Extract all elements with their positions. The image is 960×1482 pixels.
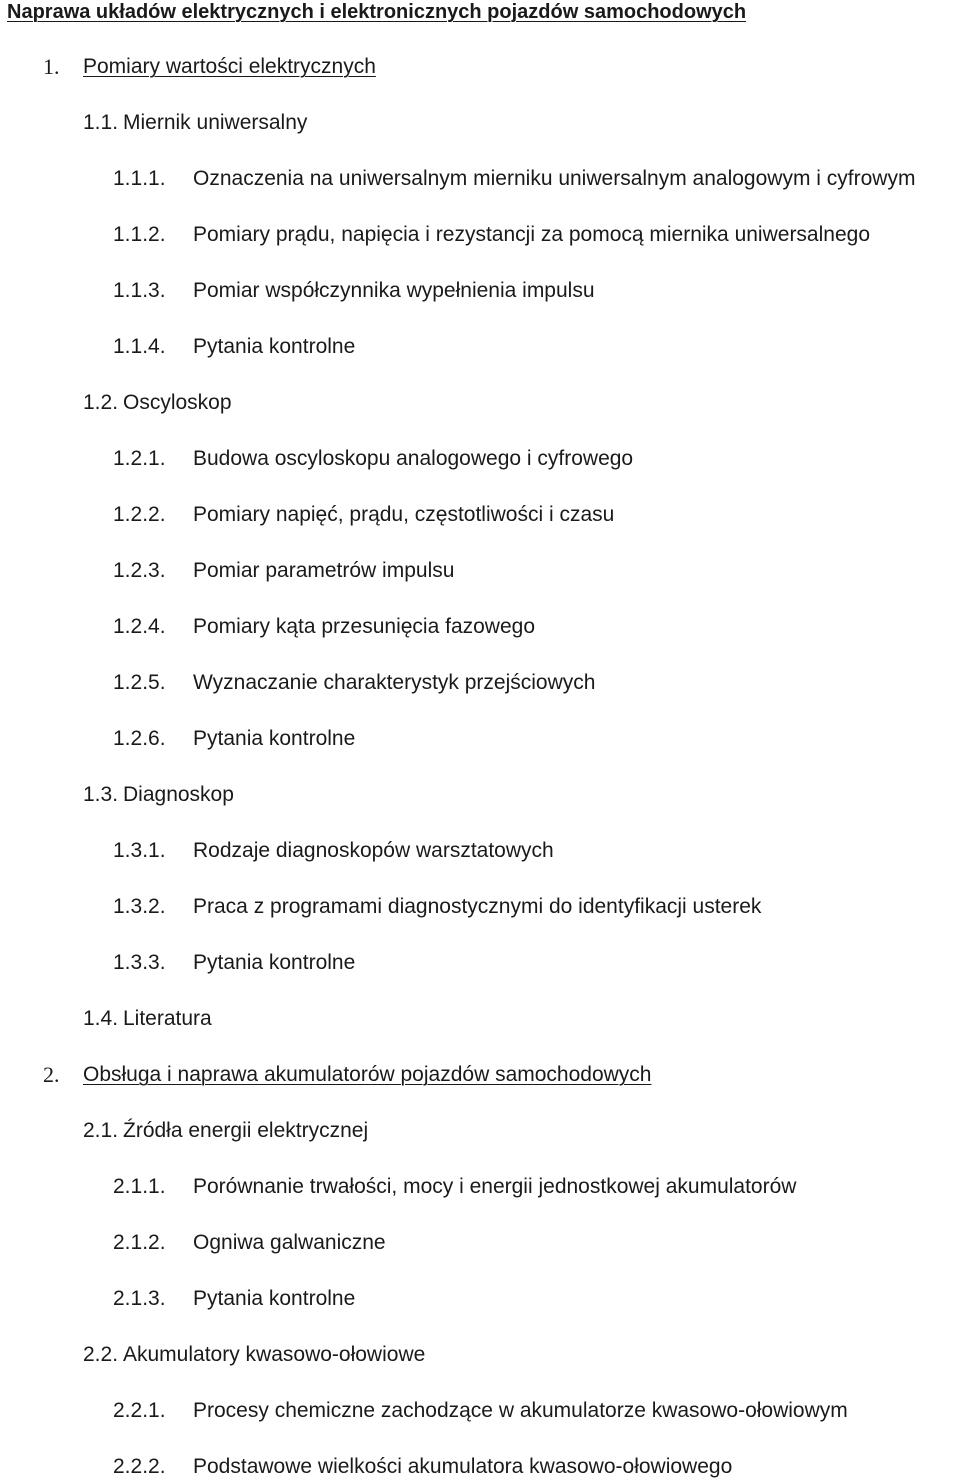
toc-entry-title: Obsługa i naprawa akumulatorów pojazdów samochodowych	[83, 1063, 652, 1086]
toc-entry-number: 2.1.	[83, 1119, 119, 1142]
toc-entry-title: Pytania kontrolne	[193, 1287, 356, 1310]
toc-entry-level-3	[113, 892, 761, 922]
toc-entry-number: 1.2.2.	[113, 503, 166, 526]
toc-entry-title: Pytania kontrolne	[193, 951, 356, 974]
toc-entry-number: 1.3.1.	[113, 839, 166, 862]
toc-entry-level-3	[113, 276, 595, 306]
toc-entry-number: 1.3.2.	[113, 895, 166, 918]
toc-entry-number: 2.	[43, 1062, 60, 1087]
toc-entry-level-3	[113, 836, 554, 866]
toc-entry-level-2	[83, 1116, 368, 1146]
toc-entry-level-3	[113, 1396, 848, 1426]
toc-entry-number: 1.1.4.	[113, 335, 166, 358]
toc-entry-title: Literatura	[123, 1007, 212, 1030]
toc-entry-level-1	[43, 52, 376, 82]
toc-entry-level-3	[113, 1172, 796, 1202]
toc-entry-level-3	[113, 668, 595, 698]
toc-entry-level-3	[113, 1284, 355, 1314]
toc-entry-level-3	[113, 444, 633, 474]
toc-entry-number: 2.1.2.	[113, 1231, 166, 1254]
toc-entry-title: Pomiar współczynnika wypełnienia impulsu	[193, 279, 595, 302]
toc-entry-level-3	[113, 332, 355, 362]
toc-entry-number: 1.2.4.	[113, 615, 166, 638]
toc-entry-title: Procesy chemiczne zachodzące w akumulatorze kwasowo-ołowiowym	[193, 1399, 848, 1422]
toc-entry-title: Ogniwa galwaniczne	[193, 1231, 386, 1254]
toc-entry-number: 2.1.1.	[113, 1175, 166, 1198]
toc-entry-title: Oznaczenia na uniwersalnym mierniku uniwersalnym analogowym i cyfrowym	[193, 167, 916, 190]
toc-entry-number: 1.2.	[83, 391, 119, 414]
toc-entry-level-2	[83, 388, 232, 418]
document-title: Naprawa układów elektrycznych i elektronicznych pojazdów samochodowych	[7, 1, 747, 23]
toc-entry-number: 2.2.1.	[113, 1399, 166, 1422]
toc-entry-title: Podstawowe wielkości akumulatora kwasowo-ołowiowego	[193, 1455, 733, 1478]
toc-entry-level-3	[113, 556, 454, 586]
toc-entry-level-2	[83, 780, 234, 810]
toc-entry-number: 1.	[43, 54, 60, 79]
toc-entry-title: Porównanie trwałości, mocy i energii jednostkowej akumulatorów	[193, 1175, 797, 1198]
toc-entry-title: Praca z programami diagnostycznymi do identyfikacji usterek	[193, 895, 762, 918]
toc-entry-level-3	[113, 1452, 732, 1482]
toc-entry-title: Pomiary wartości elektrycznych	[83, 55, 376, 78]
toc-entry-level-1	[43, 1060, 651, 1090]
toc-entry-number: 1.2.3.	[113, 559, 166, 582]
toc-entry-title: Pomiary prądu, napięcia i rezystancji za pomocą miernika uniwersalnego	[193, 223, 870, 246]
toc-entry-level-2	[83, 108, 307, 138]
toc-entry-level-2	[83, 1004, 212, 1034]
toc-entry-number: 1.1.	[83, 111, 119, 134]
toc-entry-number: 1.1.2.	[113, 223, 166, 246]
toc-entry-number: 1.1.1.	[113, 167, 166, 190]
toc-entry-number: 1.4.	[83, 1007, 119, 1030]
toc-entry-title: Rodzaje diagnoskopów warsztatowych	[193, 839, 554, 862]
toc-entry-title: Miernik uniwersalny	[123, 111, 308, 134]
toc-entry-number: 1.2.1.	[113, 447, 166, 470]
toc-entry-level-3	[113, 220, 870, 250]
toc-entry-number: 1.1.3.	[113, 279, 166, 302]
toc-entry-title: Diagnoskop	[123, 783, 234, 806]
toc-entry-title: Pomiar parametrów impulsu	[193, 559, 455, 582]
toc-entry-title: Wyznaczanie charakterystyk przejściowych	[193, 671, 596, 694]
toc-entry-title: Pytania kontrolne	[193, 335, 356, 358]
toc-entry-level-3	[113, 500, 614, 530]
toc-entry-number: 1.2.5.	[113, 671, 166, 694]
toc-entry-number: 1.3.3.	[113, 951, 166, 974]
toc-entry-level-3	[113, 948, 355, 978]
toc-entry-title: Budowa oscyloskopu analogowego i cyfrowego	[193, 447, 634, 470]
toc-entry-number: 2.1.3.	[113, 1287, 166, 1310]
toc-entry-title: Źródła energii elektrycznej	[123, 1119, 369, 1142]
toc-entry-level-3	[113, 1228, 386, 1258]
toc-entry-title: Pytania kontrolne	[193, 727, 356, 750]
toc-entry-level-3	[113, 724, 355, 754]
toc-entry-title: Oscyloskop	[123, 391, 232, 414]
toc-entry-number: 1.3.	[83, 783, 119, 806]
toc-entry-title: Pomiary kąta przesunięcia fazowego	[193, 615, 536, 638]
toc-entry-number: 1.2.6.	[113, 727, 166, 750]
toc-entry-number: 2.2.2.	[113, 1455, 166, 1478]
toc-entry-level-3	[113, 164, 915, 194]
toc-entry-level-3	[113, 612, 535, 642]
toc-entry-title: Pomiary napięć, prądu, częstotliwości i czasu	[193, 503, 615, 526]
toc-entry-level-2	[83, 1340, 425, 1370]
toc-entry-title: Akumulatory kwasowo-ołowiowe	[123, 1343, 426, 1366]
toc-entry-number: 2.2.	[83, 1343, 119, 1366]
